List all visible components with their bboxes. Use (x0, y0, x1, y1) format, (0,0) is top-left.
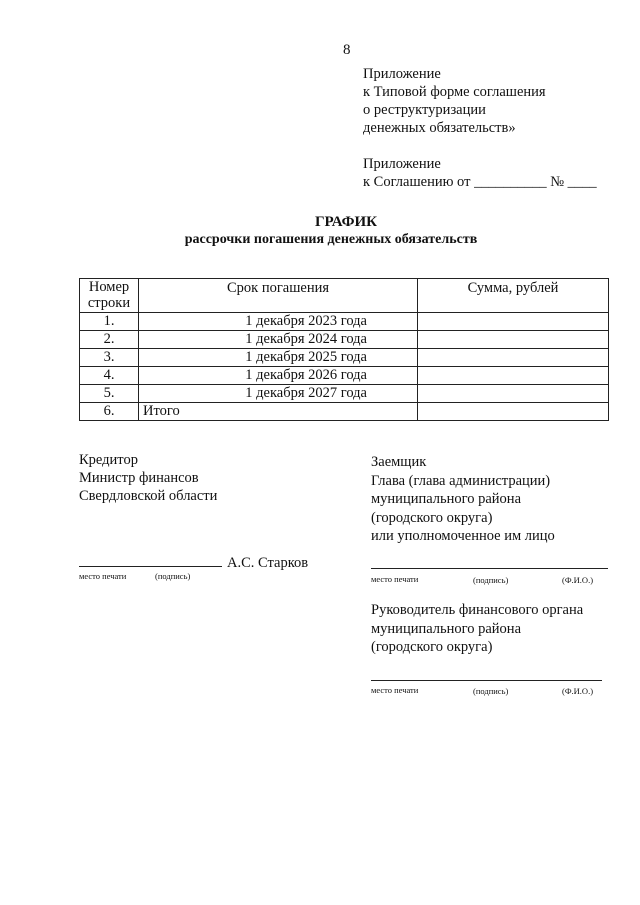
row-amount (418, 331, 609, 349)
row-amount (418, 403, 609, 421)
row-amount (418, 313, 609, 331)
appendix-line: Приложение (363, 156, 441, 172)
finance-head-line: муниципального района (371, 620, 521, 637)
table-row (80, 349, 609, 367)
creditor-line: Кредитор (79, 452, 138, 468)
borrower-line: муниципального района (371, 491, 521, 507)
creditor-sign-label: (подпись) (155, 571, 191, 581)
borrower-line: Глава (глава администрации) (371, 472, 551, 489)
creditor-block (79, 451, 217, 505)
table-row (80, 385, 609, 403)
finance-head-line: Руководитель финансового органа (371, 602, 584, 618)
table-row (80, 331, 609, 349)
row-date: 1 декабря 2023 года (139, 313, 418, 331)
creditor-signer-name: А.С. Старков (227, 555, 309, 571)
finance-head-name-label: (Ф.И.О.) (562, 686, 594, 696)
document-title: ГРАФИК (314, 214, 378, 230)
finance-head-sign-label: (подпись) (473, 686, 509, 696)
row-date: 1 декабря 2026 года (139, 367, 418, 385)
borrower-sign-label: (подпись) (473, 575, 509, 585)
creditor-line: Свердловской области (79, 488, 218, 504)
finance-head-signature-line (371, 680, 602, 681)
borrower-signature-line (371, 568, 608, 569)
borrower-block (371, 453, 555, 546)
appendix-header (363, 65, 597, 191)
appendix-line: к Типовой форме соглашения (363, 84, 546, 100)
finance-head-stamp-label: место печати (371, 685, 419, 695)
row-number: 3. (80, 349, 139, 367)
row-date: 1 декабря 2024 года (139, 331, 418, 349)
creditor-stamp-label: место печати (79, 571, 127, 581)
borrower-line: Заемщик (371, 454, 427, 470)
table-header-row (80, 279, 609, 313)
borrower-name-label: (Ф.И.О.) (562, 575, 594, 585)
row-number: 2. (80, 331, 139, 349)
row-date: 1 декабря 2027 года (139, 385, 418, 403)
schedule-table (79, 278, 609, 421)
page-number: 8 (343, 42, 351, 58)
appendix-line: Приложение (363, 66, 441, 82)
header-row-number: Номер строки (80, 279, 139, 313)
borrower-line: (городского округа) (371, 509, 493, 526)
creditor-signature-line (79, 566, 222, 567)
header-amount: Сумма, рублей (418, 279, 609, 313)
row-amount (418, 367, 609, 385)
document-title-block (0, 214, 640, 248)
table-row (80, 313, 609, 331)
appendix-line: к Соглашению от __________ № ____ (363, 174, 597, 190)
finance-head-line: (городского округа) (371, 639, 493, 655)
finance-head-block (371, 601, 583, 657)
row-date: 1 декабря 2025 года (139, 349, 418, 367)
row-number: 5. (80, 385, 139, 403)
row-total-label: Итого (139, 403, 418, 421)
row-number: 6. (80, 403, 139, 421)
row-amount (418, 349, 609, 367)
document-subtitle: рассрочки погашения денежных обязательств (184, 232, 478, 247)
row-amount (418, 385, 609, 403)
appendix-line: денежных обязательств» (363, 120, 516, 136)
table-row (80, 367, 609, 385)
appendix-line: о реструктуризации (363, 102, 486, 118)
row-number: 4. (80, 367, 139, 385)
row-number: 1. (80, 313, 139, 331)
borrower-line: или уполномоченное им лицо (371, 528, 555, 544)
header-due-date: Срок погашения (139, 279, 418, 313)
creditor-line: Министр финансов (79, 470, 199, 486)
borrower-stamp-label: место печати (371, 574, 419, 584)
table-row-total (80, 403, 609, 421)
